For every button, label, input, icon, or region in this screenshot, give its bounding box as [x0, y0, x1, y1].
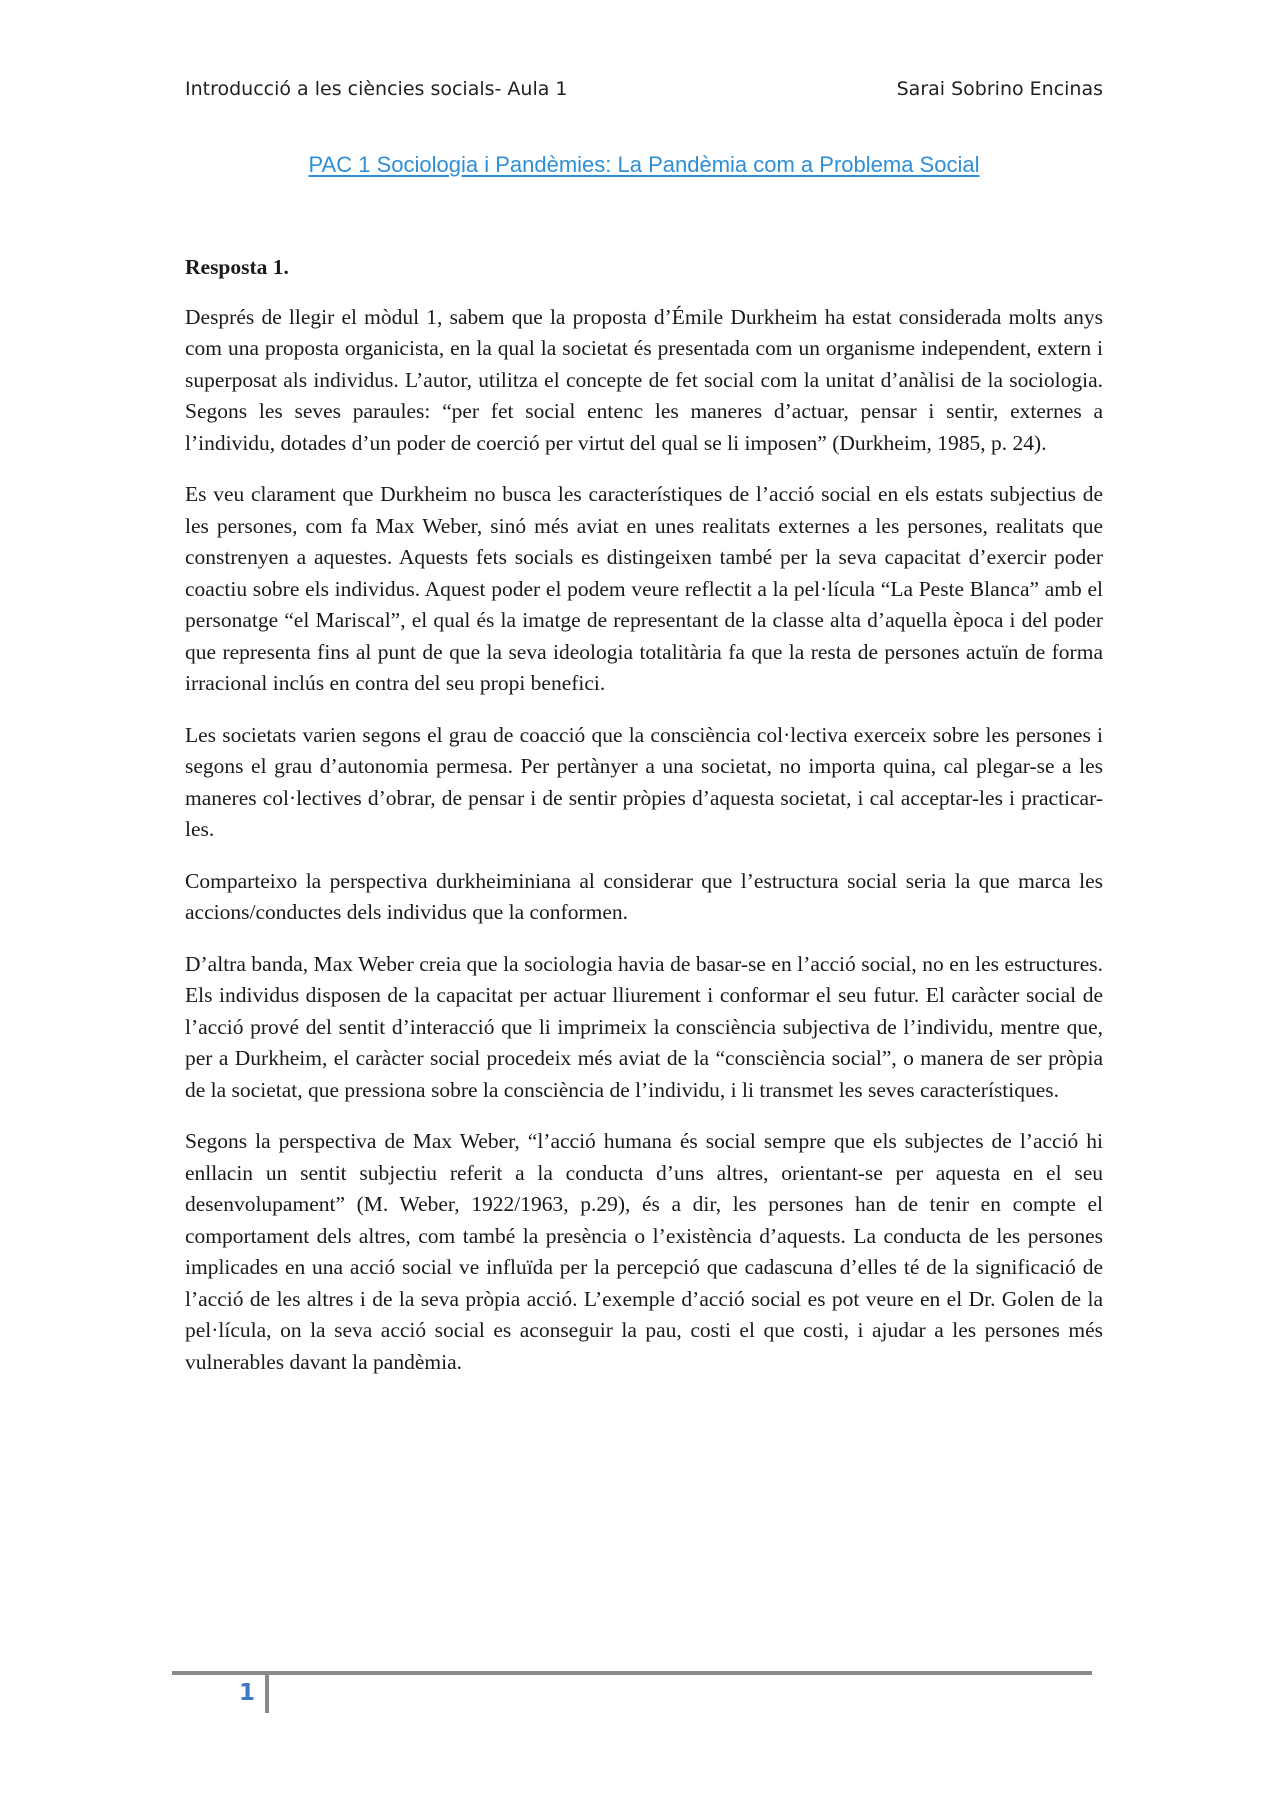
- paragraph: Després de llegir el mòdul 1, sabem que la proposta d’Émile Durkheim ha estat considerada molts anys com una proposta organicista, en la qual la societat és presentada com un organisme independent, extern i superposat als individus. L’autor, utilitza el concepte de fet social com la unitat d’anàlisi de la sociologia. Segons les seves paraules: “per fet social entenc les maneres d’actuar, pensar i sentir, externes a l’individu, dotades d’un poder de coerció per virtut del qual se li imposen” (Durkheim, 1985, p. 24).: [185, 304, 1103, 455]
- paragraph: Es veu clarament que Durkheim no busca les característiques de l’acció social en els estats subjectius de les persones, com fa Max Weber, sinó més aviat en unes realitats externes a les persones, realitats que constrenyen a aquestes. Aquests fets socials es distingeixen també per la seva capacitat d’exercir poder coactiu sobre els individus. Aquest poder el podem veure reflectit a la pel·lícula “La Peste Blanca” amb el personatge “el Mariscal”, el qual és la imatge de representant de la classe alta d’aquella època i del poder que representa fins al punt de que la seva ideologia totalitària fa que la resta de persones actuïn de forma irracional inclús en contra del seu propi benefici.: [185, 482, 1103, 695]
- paragraph: Les societats varien segons el grau de coacció que la consciència col·lectiva exerceix sobre les persones i segons el grau d’autonomia permesa. Per pertànyer a una societat, no importa quina, cal plegar-se a les maneres col·lectives d’obrar, de pensar i de sentir pròpies d’aquesta societat, i cal acceptar-les i practicar-les.: [185, 722, 1103, 841]
- paragraph: Segons la perspectiva de Max Weber, “l’acció humana és social sempre que els subjectes de l’acció hi enllacin un sentit subjectiu referit a la conducta d’uns altres, orientant-se per aquesta en el seu desenvolupament” (M. Weber, 1922/1963, p.29), és a dir, les persones han de tenir en compte el comportament dels altres, com també la presència o l’existència d’aquests. La conducta de les persones implicades en una acció social ve influïda per la percepció que cadascuna d’elles té de la significació de l’acció de les altres i de la seva pròpia acció. L’exemple d’acció social es pot veure en el Dr. Golen de la pel·lícula, on la seva acció social es aconseguir la pau, costi el que costi, i ajudar a les persones més vulnerables davant la pandèmia.: [185, 1129, 1103, 1374]
- paragraph: D’altra banda, Max Weber creia que la sociologia havia de basar-se en l’acció social, no en les estructures. Els individus disposen de la capacitat per actuar lliurement i conformar el seu futur. El caràcter social de l’acció prové del sentit d’interacció que li imprimeix la consciència subjectiva de l’individu, mentre que, per a Durkheim, el caràcter social procedeix més aviat de la “consciència social”, o manera de ser pròpia de la societat, que pressiona sobre la consciència de l’individu, i li transmet les seves característiques.: [185, 951, 1103, 1102]
- section-heading: Resposta 1.: [185, 255, 289, 279]
- document-body: [185, 252, 1103, 1398]
- paragraph: Comparteixo la perspectiva durkheiminiana al considerar que l’estructura social seria la que marca les accions/conductes dels individus que la conformen.: [185, 868, 1103, 924]
- footer-rule: [172, 1671, 1092, 1675]
- header-course: Introducció a les ciències socials- Aula 1: [185, 78, 568, 100]
- footer-divider: [265, 1671, 269, 1713]
- page-number: 1: [238, 1680, 255, 1706]
- document-title: PAC 1 Sociologia i Pandèmies: La Pandèmia com a Problema Social: [308, 152, 980, 177]
- page-header: [185, 78, 1103, 100]
- header-author: Sarai Sobrino Encinas: [896, 78, 1103, 100]
